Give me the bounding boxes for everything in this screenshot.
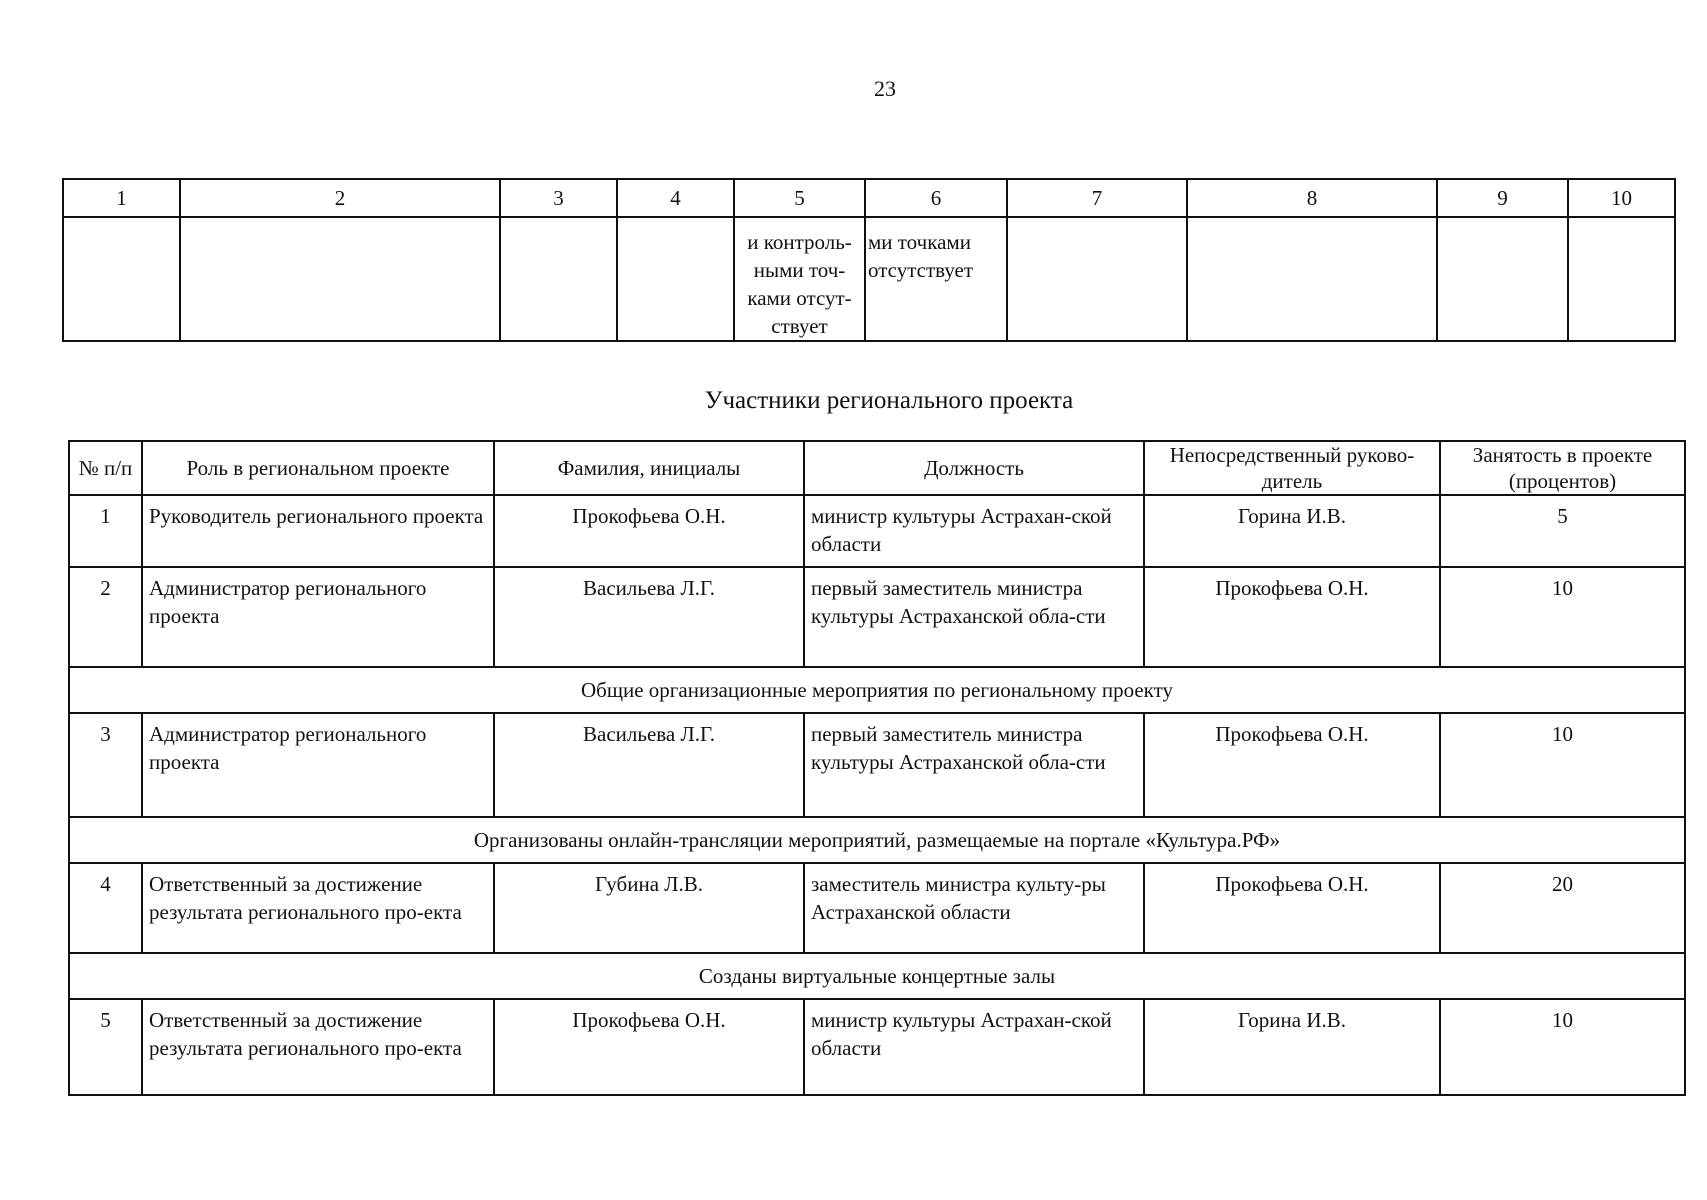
- section-label: Организованы онлайн-трансляции мероприятий, размещаемые на портале «Культура.РФ»: [69, 817, 1685, 863]
- table-cell: [1568, 217, 1675, 341]
- header-supervisor: Непосредственный руково-дитель: [1144, 441, 1440, 495]
- table-cell: и контроль-ными точ-ками отсут-ствует: [734, 217, 865, 341]
- participants-header-row: [69, 441, 1685, 495]
- table-cell: [500, 217, 617, 341]
- section-label: Созданы виртуальные концертные залы: [69, 953, 1685, 999]
- column-header: 6: [865, 179, 1007, 217]
- column-header: 2: [180, 179, 500, 217]
- column-header: 8: [1187, 179, 1437, 217]
- cell-supervisor: Прокофьева О.Н.: [1144, 863, 1440, 953]
- cell-num: 2: [69, 567, 142, 667]
- section-title: Участники регионального проекта: [704, 387, 1074, 414]
- cell-supervisor: Прокофьева О.Н.: [1144, 713, 1440, 817]
- column-header: 4: [617, 179, 734, 217]
- cell-name: Прокофьева О.Н.: [494, 495, 804, 567]
- column-header: 7: [1007, 179, 1187, 217]
- header-position: Должность: [804, 441, 1144, 495]
- section-row: [69, 817, 1685, 863]
- table-cell: ми точками отсутствует: [865, 217, 1007, 341]
- cell-name: Васильева Л.Г.: [494, 567, 804, 667]
- table-row: [63, 217, 1675, 341]
- table-row: [69, 713, 1685, 817]
- cell-num: 3: [69, 713, 142, 817]
- cell-supervisor: Горина И.В.: [1144, 999, 1440, 1095]
- cell-position: заместитель министра культу-ры Астраханской области: [804, 863, 1144, 953]
- column-header: 1: [63, 179, 180, 217]
- table-row: [69, 863, 1685, 953]
- header-name: Фамилия, инициалы: [494, 441, 804, 495]
- continuation-header-row: [63, 179, 1675, 217]
- cell-name: Васильева Л.Г.: [494, 713, 804, 817]
- cell-role: Ответственный за достижение результата регионального про-екта: [142, 999, 494, 1095]
- cell-employment: 5: [1440, 495, 1685, 567]
- table-row: [69, 999, 1685, 1095]
- cell-name: Губина Л.В.: [494, 863, 804, 953]
- cell-supervisor: Горина И.В.: [1144, 495, 1440, 567]
- table-cell: [180, 217, 500, 341]
- column-header: 5: [734, 179, 865, 217]
- cell-name: Прокофьева О.Н.: [494, 999, 804, 1095]
- cell-position: первый заместитель министра культуры Астраханской обла-сти: [804, 713, 1144, 817]
- table-cell: [617, 217, 734, 341]
- table-cell: [1007, 217, 1187, 341]
- cell-position: министр культуры Астрахан-ской области: [804, 495, 1144, 567]
- table-cell: [63, 217, 180, 341]
- cell-role: Руководитель регионального проекта: [142, 495, 494, 567]
- cell-num: 5: [69, 999, 142, 1095]
- column-header: 3: [500, 179, 617, 217]
- cell-position: первый заместитель министра культуры Астраханской обла-сти: [804, 567, 1144, 667]
- page-number: 23: [874, 76, 896, 101]
- cell-employment: 10: [1440, 567, 1685, 667]
- cell-num: 1: [69, 495, 142, 567]
- cell-position: министр культуры Астрахан-ской области: [804, 999, 1144, 1095]
- table-row: [69, 495, 1685, 567]
- section-row: [69, 667, 1685, 713]
- cell-role: Администратор регионального проекта: [142, 713, 494, 817]
- continuation-table: [62, 178, 1676, 342]
- participants-table: [68, 440, 1686, 1096]
- column-header: 9: [1437, 179, 1568, 217]
- header-employment: Занятость в проекте (процентов): [1440, 441, 1685, 495]
- column-header: 10: [1568, 179, 1675, 217]
- cell-supervisor: Прокофьева О.Н.: [1144, 567, 1440, 667]
- table-cell: [1187, 217, 1437, 341]
- cell-num: 4: [69, 863, 142, 953]
- cell-role: Администратор регионального проекта: [142, 567, 494, 667]
- cell-employment: 10: [1440, 713, 1685, 817]
- section-label: Общие организационные мероприятия по региональному проекту: [69, 667, 1685, 713]
- cell-employment: 20: [1440, 863, 1685, 953]
- cell-employment: 10: [1440, 999, 1685, 1095]
- cell-role: Ответственный за достижение результата регионального про-екта: [142, 863, 494, 953]
- header-role: Роль в региональном проекте: [142, 441, 494, 495]
- section-row: [69, 953, 1685, 999]
- table-cell: [1437, 217, 1568, 341]
- table-row: [69, 567, 1685, 667]
- header-num: № п/п: [69, 441, 142, 495]
